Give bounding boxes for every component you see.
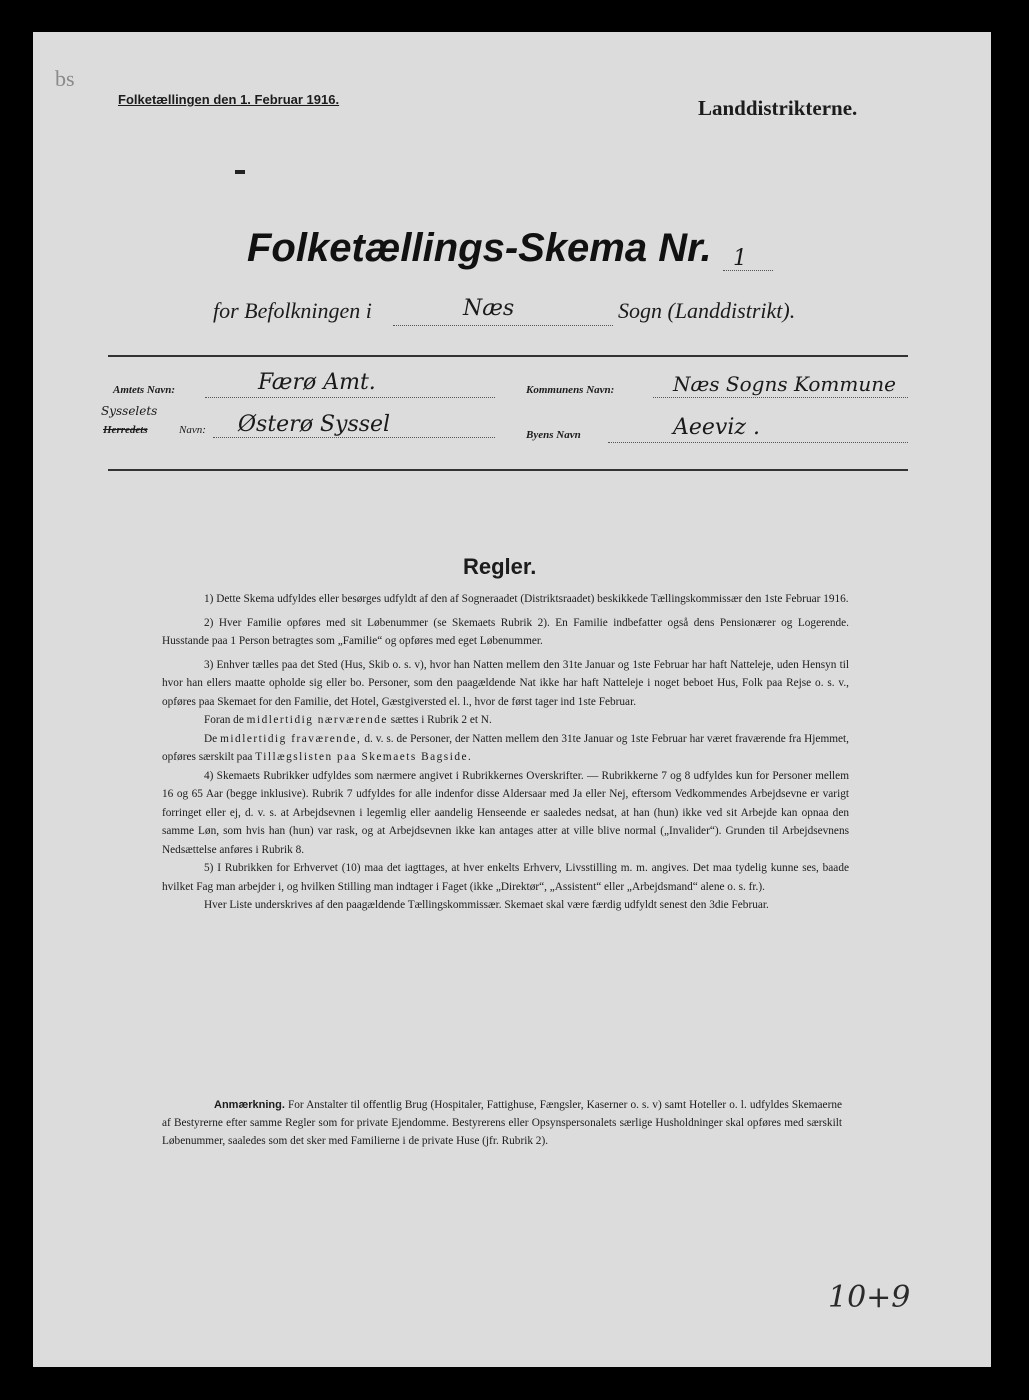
margin-pencil-mark: bs <box>55 66 75 91</box>
form-number-line <box>723 269 773 271</box>
rules-section <box>162 590 849 915</box>
herred-label: Navn: <box>179 424 206 436</box>
rule-3-absent: De midlertidig fraværende, d. v. s. de Personer, der Natten mellem den 31te Januar og 1ste Februar har været fraværende fra Hjemmet, opføres særskilt paa Tillægslisten paa Skemaets Bagside. <box>162 732 849 763</box>
by-dotted-line <box>608 441 908 443</box>
parish-dotted-line <box>393 324 613 326</box>
ink-dash-mark <box>235 170 245 174</box>
sysselets-handwritten: Sysselets <box>101 404 158 418</box>
form-number: 1 <box>733 246 747 271</box>
rules-heading: Regler. <box>463 554 537 579</box>
amt-dotted-line <box>205 396 495 398</box>
rule-1: 1) Dette Skema udfyldes eller besørges udfyldt af den af Sogneraadet (Distriktsraadet) beskikkede Tællingskommissær den 1ste Februar 1916. <box>204 593 849 605</box>
pencil-count-note: 10+9 <box>828 1280 911 1315</box>
kommune-label: Kommunens Navn: <box>526 384 615 396</box>
kommune-value: Næs Sogns Kommune <box>673 372 896 396</box>
kommune-dotted-line <box>653 396 908 398</box>
herredets-struck: Herredets <box>103 424 148 436</box>
census-date-header: Folketællingen den 1. Februar 1916. <box>118 92 340 107</box>
by-value: Aeeviz . <box>673 415 760 440</box>
form-title: Folketællings-Skema Nr. <box>247 226 712 270</box>
rule-3-present: Foran de midlertidig nærværende sættes i Rubrik 2 et N. <box>204 714 492 726</box>
herred-value: Østerø Syssel <box>238 412 391 437</box>
rule-3: 3) Enhver tælles paa det Sted (Hus, Skib o. s. v), hvor han Natten mellem den 31te Januar og 1ste Februar har haft Natteleje, uden Hensyn til hvor han ellers maatte opholde sig eller bo. Personer, som den paagældende Nat ikke har haft Natteleje i noget beboet Hus, Folk paa Rejse o. s. v., opføres paa Skemaet for den Familie, det Hotel, Gæstgiversted el. l., hvor de først tager ind 1ste Februar. <box>162 658 849 708</box>
amt-value: Færø Amt. <box>258 370 376 395</box>
subtitle-prefix: for Befolkningen i <box>213 298 372 323</box>
remark-label: Anmærkning. <box>214 1099 285 1111</box>
bottom-rule <box>108 469 908 471</box>
rule-4: 4) Skemaets Rubrikker udfyldes som nærmere angivet i Rubrikkernes Overskrifter. — Rubrikkerne 7 og 8 udfyldes kun for Personer mellem 16 og 65 Aar (begge inklusive). Rubrik 7 udfyldes for alle indenfor disse Aldersaar med Ja eller Nej, eftersom Vedkommendes Arbejdsevne er varigt forringet eller ej, d. v. s. at Arbejdsevnen i legemlig eller aandelig Henseende er saaledes nedsat, at han (hun) ikke ved sit Arbejde kan opnaa den samme Løn, som hvis han (hun) var rask, og at Arbejdsevnen ikke kan antages atter at ville blive normal („Invalider“). Grunden til Arbejdsevnens Nedsættelse anføres i Rubrik 8. <box>162 769 849 856</box>
remark-text: For Anstalter til offentlig Brug (Hospitaler, Fattighuse, Fængsler, Kaserner o. s. v) samt Hoteller o. l. udfyldes Skemaerne af Bestyrerne efter samme Regler som for private Ejendomme. Bestyrerens eller Opsynspersonalets særlige Husholdninger skal opføres med særskilt Løbenummer, saaledes som det sker med Familierne i de private Huse (jfr. Rubrik 2). <box>162 1099 842 1147</box>
top-rule <box>108 355 908 357</box>
district-type-header: Landdistrikterne. <box>698 96 858 120</box>
rule-2: 2) Hver Familie opføres med sit Løbenummer (se Skemaets Rubrik 2). En Familie indbefatter også dens Pensionærer og Logerende. Husstande paa 1 Person betragtes som „Familie“ og opføres med eget Løbenummer. <box>162 616 849 647</box>
by-label: Byens Navn <box>526 429 581 441</box>
census-form-page <box>33 32 991 1367</box>
subtitle-suffix: Sogn (Landdistrikt). <box>618 298 796 323</box>
parish-name: Næs <box>463 296 515 321</box>
amt-label: Amtets Navn: <box>113 384 176 396</box>
rule-6: Hver Liste underskrives af den paagældende Tællingskommissær. Skemaet skal være færdig udfyldt senest den 3die Februar. <box>204 899 769 911</box>
remark-section <box>162 1096 842 1150</box>
rule-5: 5) I Rubrikken for Erhvervet (10) maa det iagttages, at hver enkelts Erhverv, Livsstilling m. m. angives. Det maa tydelig kunne ses, baade hvilket Fag man arbejder i, og hvilken Stilling man indtager i Faget (ikke „Direktør“, „Assistent“ eller „Arbejdsmand“ alene o. s. fr.). <box>162 862 849 893</box>
